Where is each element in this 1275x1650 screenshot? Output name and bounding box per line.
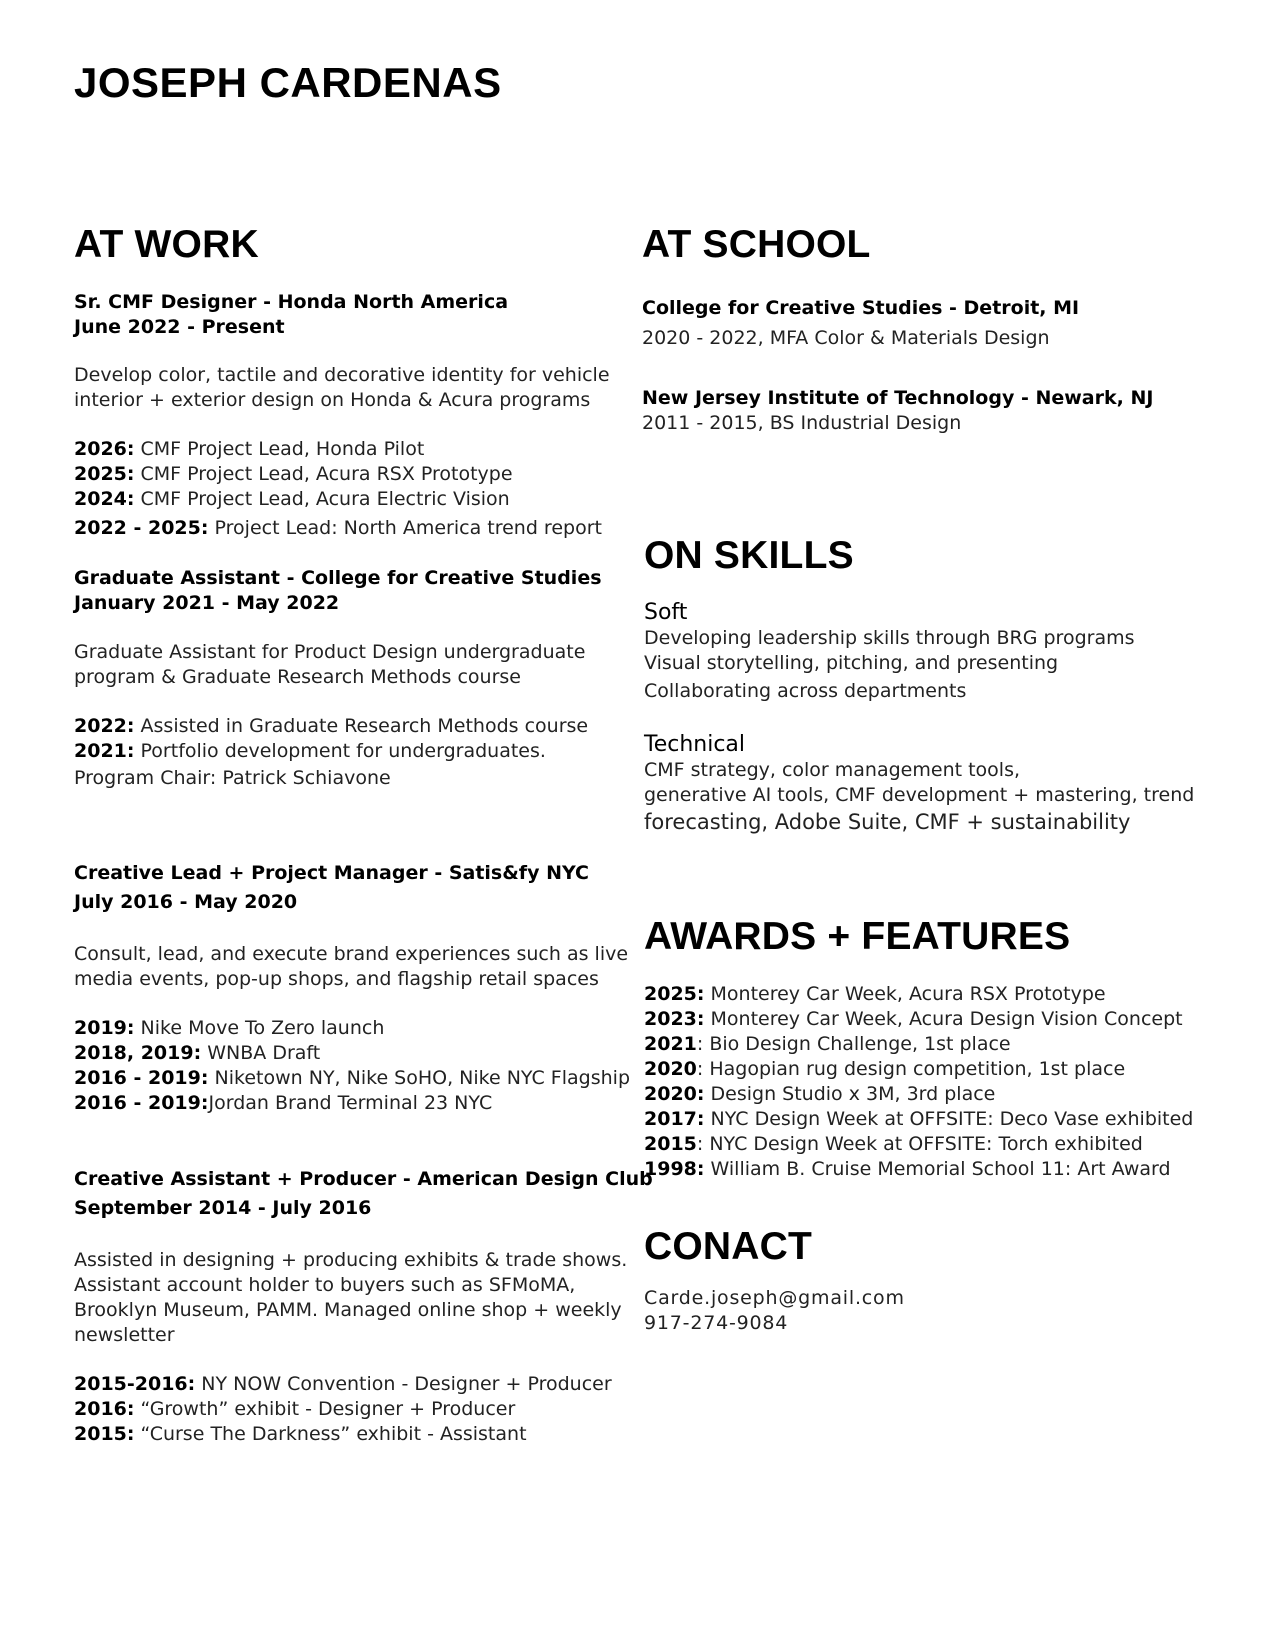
job-highlights [74, 1016, 630, 1116]
description-line: Consult, lead, and execute brand experiences such as live [74, 943, 629, 965]
job-title: Sr. CMF Designer - Honda North America [74, 291, 509, 313]
awards-list [644, 982, 1193, 1182]
job-entry [74, 859, 634, 917]
list-item: 2022 - 2025: Project Lead: North America trend report [74, 517, 602, 539]
work-heading: AT WORK [74, 223, 259, 266]
list-item: 2021: Bio Design Challenge, 1st place [644, 1033, 1011, 1055]
school-detail: 2011 - 2015, BS Industrial Design [642, 412, 962, 434]
description-line: Develop color, tactile and decorative identity for vehicle [74, 364, 610, 386]
skill-line: Developing leadership skills through BRG programs [644, 627, 1135, 649]
contact-heading: CONACT [644, 1225, 813, 1268]
school-heading: AT SCHOOL [642, 223, 871, 266]
list-item: 2017: NYC Design Week at OFFSITE: Deco Vase exhibited [644, 1108, 1194, 1130]
job-dates: January 2021 - May 2022 [74, 592, 340, 614]
list-item: 1998: William B. Cruise Memorial School 11: Art Award [644, 1158, 1171, 1180]
list-item: Program Chair: Patrick Schiavone [74, 767, 391, 789]
description-line: Graduate Assistant for Product Design undergraduate [74, 641, 586, 663]
description-line: Assisted in designing + producing exhibits & trade shows. [74, 1249, 628, 1271]
technical-skills [644, 732, 1194, 836]
contact-info [644, 1286, 905, 1336]
job-entry [74, 566, 634, 616]
description-line: interior + exterior design on Honda & Acura programs [74, 389, 591, 411]
description-line: Brooklyn Museum, PAMM. Managed online shop + weekly [74, 1299, 622, 1321]
job-highlights [74, 437, 602, 541]
job-description [74, 942, 628, 992]
description-line: newsletter [74, 1324, 175, 1346]
job-description [74, 640, 585, 690]
contact-phone[interactable]: 917-274-9084 [644, 1312, 789, 1334]
job-highlights [74, 714, 588, 791]
list-item: 2015: NYC Design Week at OFFSITE: Torch exhibited [644, 1133, 1143, 1155]
list-item: 2015-2016: NY NOW Convention - Designer + Producer [74, 1373, 612, 1395]
skill-line: CMF strategy, color management tools, [644, 759, 1021, 781]
list-item: 2016 - 2019:Jordan Brand Terminal 23 NYC [74, 1092, 493, 1114]
job-description [74, 363, 610, 413]
school-entry [642, 296, 1079, 351]
list-item: 2025: Monterey Car Week, Acura RSX Prototype [644, 983, 1106, 1005]
description-line: media events, pop-up shops, and flagship retail spaces [74, 968, 599, 990]
description-line: program & Graduate Research Methods course [74, 666, 522, 688]
contact-email[interactable]: Carde.joseph@gmail.com [644, 1287, 905, 1309]
list-item: 2022: Assisted in Graduate Research Methods course [74, 715, 589, 737]
school-name: New Jersey Institute of Technology - Newark, NJ [642, 387, 1154, 409]
list-item: 2021: Portfolio development for undergraduates. [74, 740, 546, 762]
skill-line: forecasting, Adobe Suite, CMF + sustainability [644, 810, 1131, 834]
job-entry [74, 1165, 674, 1223]
list-item: 2018, 2019: WNBA Draft [74, 1042, 321, 1064]
list-item: 2016 - 2019: Niketown NY, Nike SoHO, Nike NYC Flagship [74, 1067, 631, 1089]
resume-name: JOSEPH CARDENAS [74, 59, 502, 106]
soft-skills [644, 600, 1135, 704]
school-detail: 2020 - 2022, MFA Color & Materials Design [642, 327, 1050, 349]
job-title: Creative Assistant + Producer - American Design Club [74, 1168, 653, 1190]
skill-line: generative AI tools, CMF development + mastering, trend [644, 784, 1195, 806]
job-title: Creative Lead + Project Manager - Satis&fy NYC [74, 862, 589, 884]
list-item: 2020: Design Studio x 3M, 3rd place [644, 1083, 996, 1105]
job-description [74, 1248, 627, 1348]
soft-skills-label: Soft [644, 600, 688, 625]
job-title: Graduate Assistant - College for Creative Studies [74, 567, 602, 589]
list-item: 2026: CMF Project Lead, Honda Pilot [74, 438, 425, 460]
awards-heading: AWARDS + FEATURES [644, 915, 1071, 958]
list-item: 2016: “Growth” exhibit - Designer + Producer [74, 1398, 516, 1420]
list-item: 2015: “Curse The Darkness” exhibit - Assistant [74, 1423, 527, 1445]
list-item: 2024: CMF Project Lead, Acura Electric Vision [74, 488, 510, 510]
list-item: 2023: Monterey Car Week, Acura Design Vision Concept [644, 1008, 1183, 1030]
job-entry [74, 290, 614, 340]
description-line: Assistant account holder to buyers such as SFMoMA, [74, 1274, 576, 1296]
skills-heading: ON SKILLS [644, 534, 854, 577]
skill-line: Visual storytelling, pitching, and presenting [644, 652, 1059, 674]
school-entry [642, 386, 1153, 436]
job-dates: September 2014 - July 2016 [74, 1197, 372, 1219]
job-dates: July 2016 - May 2020 [74, 891, 298, 913]
job-dates: June 2022 - Present [74, 316, 285, 338]
list-item: 2025: CMF Project Lead, Acura RSX Prototype [74, 463, 513, 485]
list-item: 2019: Nike Move To Zero launch [74, 1017, 385, 1039]
job-highlights [74, 1372, 612, 1447]
school-name: College for Creative Studies - Detroit, MI [642, 297, 1080, 319]
list-item: 2020: Hagopian rug design competition, 1st place [644, 1058, 1126, 1080]
skill-line: Collaborating across departments [644, 680, 967, 702]
technical-skills-label: Technical [644, 732, 746, 757]
